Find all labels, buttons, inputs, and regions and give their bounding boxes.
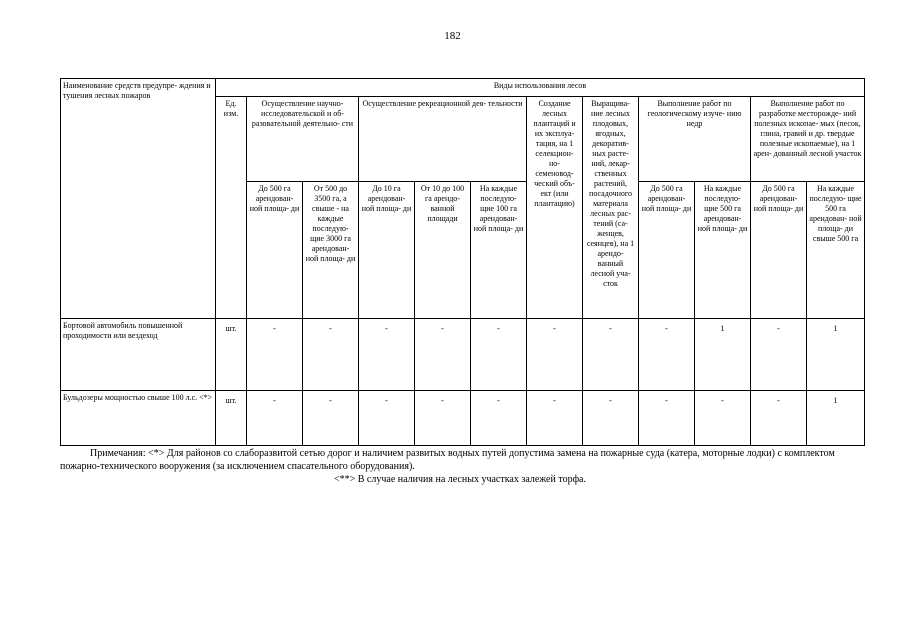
table-cell: 1 [695, 319, 751, 391]
table-cell: - [303, 319, 359, 391]
table-cell: - [359, 319, 415, 391]
subheader-geology-small: До 500 га арендован- ной площа- ди [639, 182, 695, 319]
group-header-research: Осуществление научно- исследовательской и об- разовательной деятельно- сти [247, 97, 359, 182]
table-cell: - [471, 319, 527, 391]
subheader-recreation-medium: От 10 до 100 га арендо- ванной площади [415, 182, 471, 319]
subheader-recreation-each: На каждые последую- щие 100 га арендован- ной площа- ди [471, 182, 527, 319]
note-peat: <**> В случае наличия на лесных участках залежей торфа. [333, 474, 586, 485]
table-cell: - [639, 391, 695, 446]
table-cell: - [471, 391, 527, 446]
table-cell: - [527, 319, 583, 391]
subheader-research-large: От 500 до 3500 га, а свыше - на каждые последую- щие 3000 га арендован- ной площа- ди [303, 182, 359, 319]
group-header-plantations: Создание лесных плантаций и их эксплуа- тация, на 1 селекцион- но- семеновод- ческий объ- ект (или плантацию) [527, 97, 583, 319]
subheader-recreation-small: До 10 га арендован- ной площа- ди [359, 182, 415, 319]
table-cell: - [583, 391, 639, 446]
table-cell: - [639, 319, 695, 391]
subheader-research-small: До 500 га арендован- ной площа- ди [247, 182, 303, 319]
table-cell: - [527, 391, 583, 446]
table-cell: 1 [807, 391, 865, 446]
row-name: Бульдозеры мощностью свыше 100 л.с. <*> [61, 391, 216, 446]
table-cell: - [415, 319, 471, 391]
column-header-name: Наименование средств предупре- ждения и тушения лесных пожаров [61, 79, 216, 319]
fire-equipment-table [60, 78, 865, 446]
row-unit: шт. [216, 319, 247, 391]
table-cell: - [359, 391, 415, 446]
column-header-unit: Ед. изм. [216, 97, 247, 319]
row-name: Бортовой автомобиль повышенной проходимости или вездеход [61, 319, 216, 391]
group-header-recreation: Осуществление рекреационной дея- тельности [359, 97, 527, 182]
table-cell: - [695, 391, 751, 446]
table-cell: - [247, 319, 303, 391]
subheader-mining-each: На каждые последую- щие 500 га арендован- ной площа- ди свыше 500 га [807, 182, 865, 319]
table-row [61, 391, 865, 446]
note-main: Примечания: <*> Для районов со слаборазвитой сетью дорог и наличием развитых водных путей допустима замена на пожарные суда (катера, моторные лодки) с комплектом пожарно-технического вооружения (за исключением спасательного оборудования). [60, 448, 835, 472]
table-cell: - [415, 391, 471, 446]
table-cell: - [583, 319, 639, 391]
page-number: 182 [444, 30, 461, 42]
table-cell: - [247, 391, 303, 446]
table-cell: 1 [807, 319, 865, 391]
table-cell: - [303, 391, 359, 446]
group-header-cultivation: Выращива- ние лесных плодовых, ягодных, декоратив- ных расте- ний, лекар- ственных растений, посадочного материала лесных рас- тений (са- женцев, сеянцев), на 1 арендо- ванный лесной уча- сток [583, 97, 639, 319]
table-cell: - [751, 319, 807, 391]
subheader-geology-each: На каждые последую- щие 500 га арендован- ной площа- ди [695, 182, 751, 319]
row-unit: шт. [216, 391, 247, 446]
table-cell: - [751, 391, 807, 446]
table-row [61, 319, 865, 391]
subheader-mining-small: До 500 га арендован- ной площа- ди [751, 182, 807, 319]
group-header-mining: Выполнение работ по разработке месторожде- ний полезных ископае- мых (песок, глина, гравий и др. твердые полезные ископаемые), на 1 арен- дованный лесной участок [751, 97, 865, 182]
notes [60, 447, 860, 486]
group-header-geology: Выполнение работ по геологическому изуче- нию недр [639, 97, 751, 182]
column-header-types: Виды использования лесов [216, 79, 865, 97]
